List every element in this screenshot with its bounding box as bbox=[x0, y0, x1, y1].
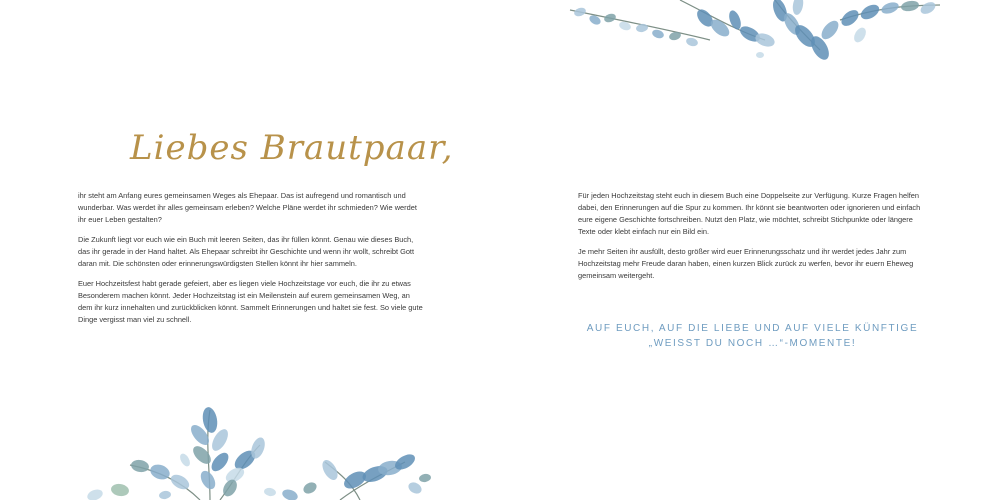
paragraph: Für jeden Hochzeitstag steht euch in diesem Buch eine Doppelseite zur Verfügung. Kurze Fragen helfen dabei, den Erinnerungen auf die Spur zu kommen. Ihr könnt sie beantworten oder ignorieren und einfach eure eigene Geschichte fortschreiben. Nutzt den Platz, wie möchtet, schreibt Stichpunkte oder längere Texte oder klebt einfach nur ein Bild ein. bbox=[578, 191, 921, 236]
eucalyptus-illustration-bottom-left bbox=[60, 400, 440, 500]
paragraph: ihr steht am Anfang eures gemeinsamen Weges als Ehepaar. Das ist aufregend und romantisch und wunderbar. Was werdet ihr alles gemeinsam erleben? Welche Pläne werdet ihr schmieden? Wie werdet ihr euer Leben gestalten? bbox=[78, 191, 417, 224]
leaf bbox=[406, 480, 423, 496]
page-title: Liebes Brautpaar, bbox=[130, 128, 454, 168]
leaf bbox=[86, 488, 104, 500]
leaf bbox=[635, 23, 648, 33]
leaf bbox=[852, 26, 869, 45]
leaf bbox=[919, 0, 938, 16]
closing-line: „WEISST DU NOCH …“-MOMENTE! bbox=[648, 338, 857, 349]
right-page bbox=[500, 0, 1000, 500]
leaf bbox=[158, 490, 171, 500]
leaf bbox=[190, 443, 214, 467]
leaf bbox=[818, 18, 841, 43]
leaf bbox=[668, 31, 682, 42]
closing-line: AUF EUCH, AUF DIE LIEBE UND AUF VIELE KÜNFTIGE bbox=[586, 323, 919, 334]
eucalyptus-illustration-top-right bbox=[560, 0, 950, 60]
leaf bbox=[858, 2, 881, 22]
leaf bbox=[281, 488, 299, 500]
leaf bbox=[756, 52, 764, 58]
closing-toast bbox=[580, 321, 925, 351]
leaf bbox=[603, 12, 617, 24]
leaf bbox=[880, 0, 900, 16]
right-body-text bbox=[578, 190, 923, 290]
leaf bbox=[148, 462, 172, 482]
leaf bbox=[685, 37, 699, 48]
leaf bbox=[791, 0, 804, 16]
leaf bbox=[727, 9, 743, 31]
leaf bbox=[301, 480, 318, 496]
leaf bbox=[838, 7, 861, 29]
left-body-text bbox=[78, 190, 424, 334]
paragraph: Euer Hochzeitsfest habt gerade gefeiert, aber es liegen viele Hochzeitstage vor euch, die ihr zu etwas Besonderem machen könnt. Jeder Hochzeitstag ist ein Meilenstein auf eurem gemeinsamen Weg, an dem ihr kurz innehalten und zurückblicken könnt. Sammelt Erinnerungen und haltet sie fest. So viele gute Dinge vergisst man viel zu schnell. bbox=[78, 279, 423, 324]
leaf bbox=[201, 406, 219, 434]
leaf bbox=[418, 473, 431, 483]
leaf bbox=[263, 487, 276, 497]
leaf bbox=[651, 28, 665, 40]
leaf bbox=[178, 452, 192, 468]
leaf bbox=[900, 0, 919, 12]
leaf bbox=[208, 450, 231, 475]
leaf bbox=[319, 457, 340, 482]
paragraph: Je mehr Seiten ihr ausfüllt, desto größer wird euer Erinnerungsschatz und ihr werdet jedes Jahr zum Hochzeitstag mehr Freude daran haben, einen kurzen Blick zurück zu werfen, bevor ihr euern Eheweg gemeinsam weitergeht. bbox=[578, 247, 914, 280]
leaf bbox=[198, 468, 218, 491]
paragraph: Die Zukunft liegt vor euch wie ein Buch mit leeren Seiten, das ihr füllen könnt. Genau wie dieses Buch, das ihr gerade in der Hand haltet. Als Ehepaar schreibt ihr Geschichte und wenn ihr wollt, schreibt Gott daran mit. Die schönsten oder erinnerungswürdigsten Stellen könnt ihr hier sammeln. bbox=[78, 235, 415, 268]
leaf bbox=[130, 459, 150, 474]
leaf bbox=[573, 6, 587, 18]
leaf bbox=[110, 483, 130, 498]
